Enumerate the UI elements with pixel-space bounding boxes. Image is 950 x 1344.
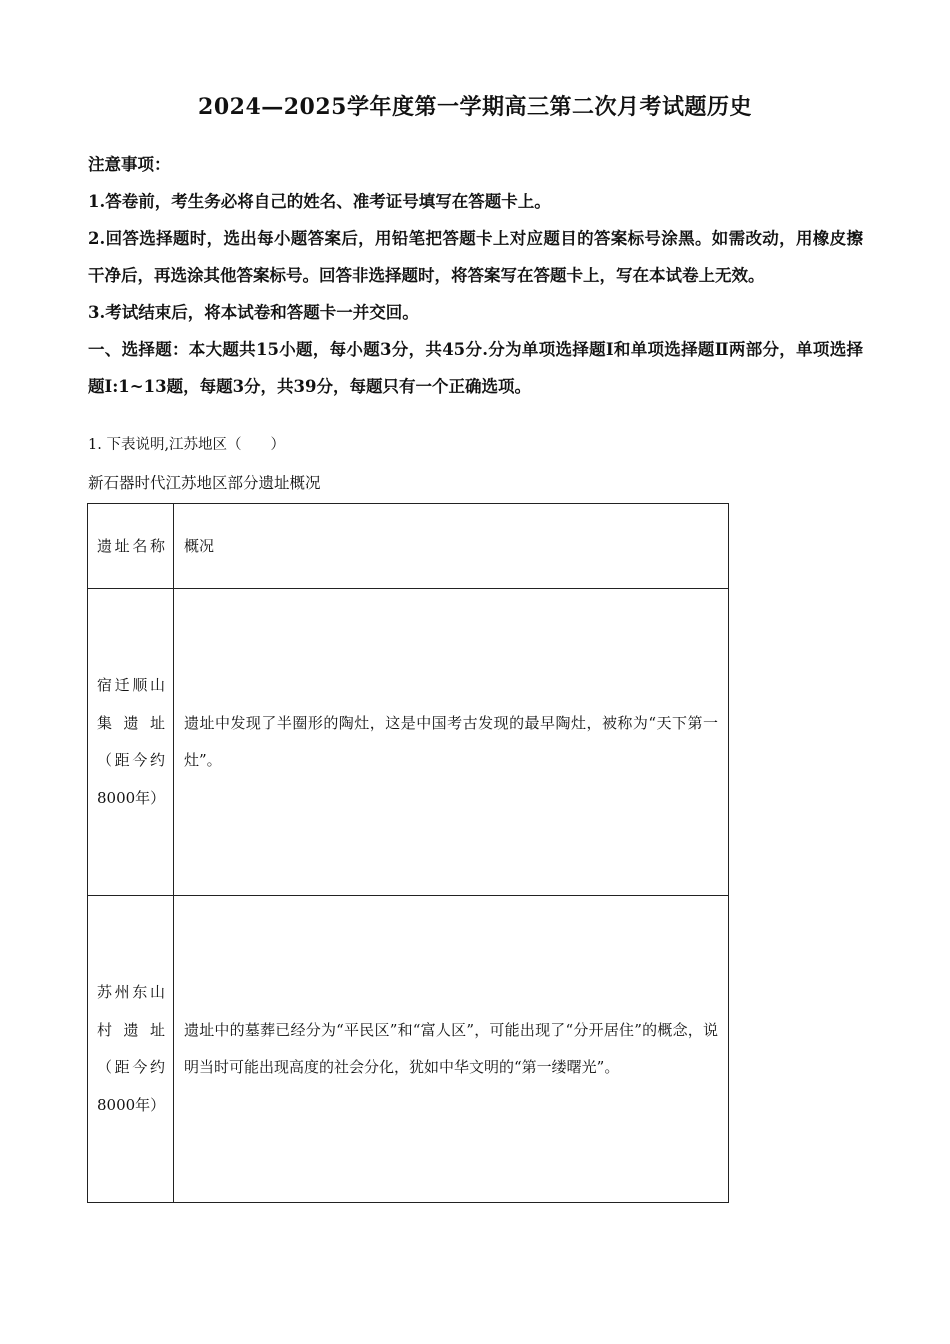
instruction-item-2: 2.回答选择题时，选出每小题答案后，用铅笔把答题卡上对应题目的答案标号涂黑。如需改动，用橡皮擦干净后，再选涂其他答案标号。回答非选择题时，将答案写在答题卡上，写在本试卷上无效。	[88, 229, 863, 285]
header-overview: 概况	[174, 504, 729, 589]
sites-table	[87, 503, 729, 1203]
table-row	[88, 896, 729, 1203]
table-caption: 新石器时代江苏地区部分遗址概况	[88, 474, 321, 492]
table-row	[88, 589, 729, 896]
table-header-row	[88, 504, 729, 589]
exam-title: 2024—2025学年度第一学期高三第二次月考试题历史	[198, 94, 752, 120]
site-desc-cell: 遗址中发现了半圈形的陶灶，这是中国考古发现的最早陶灶，被称为“天下第一灶”。	[174, 589, 729, 896]
header-site-name: 遗址名称	[88, 504, 174, 589]
question-1-stem: 1. 下表说明,江苏地区（ ）	[88, 437, 286, 453]
section-heading: 一、选择题：本大题共15小题，每小题3分，共45分.分为单项选择题Ⅰ和单项选择题Ⅱ两部分，单项选择题Ⅰ:1~13题，每题3分，共39分，每题只有一个正确选项。	[88, 340, 863, 396]
instructions-heading: 注意事项：	[88, 155, 171, 174]
instructions	[88, 146, 863, 405]
instruction-item-1: 1.答卷前，考生务必将自己的姓名、准考证号填写在答题卡上。	[88, 192, 551, 211]
site-name-cell: 苏州东山村遗址（距今约8000年）	[88, 896, 174, 1203]
site-name-cell: 宿迁顺山集遗址（距今约8000年）	[88, 589, 174, 896]
instruction-item-3: 3.考试结束后，将本试卷和答题卡一并交回。	[88, 303, 419, 322]
site-desc-cell: 遗址中的墓葬已经分为“平民区”和“富人区”，可能出现了“分开居住”的概念，说明当时可能出现高度的社会分化，犹如中华文明的“第一缕曙光”。	[174, 896, 729, 1203]
